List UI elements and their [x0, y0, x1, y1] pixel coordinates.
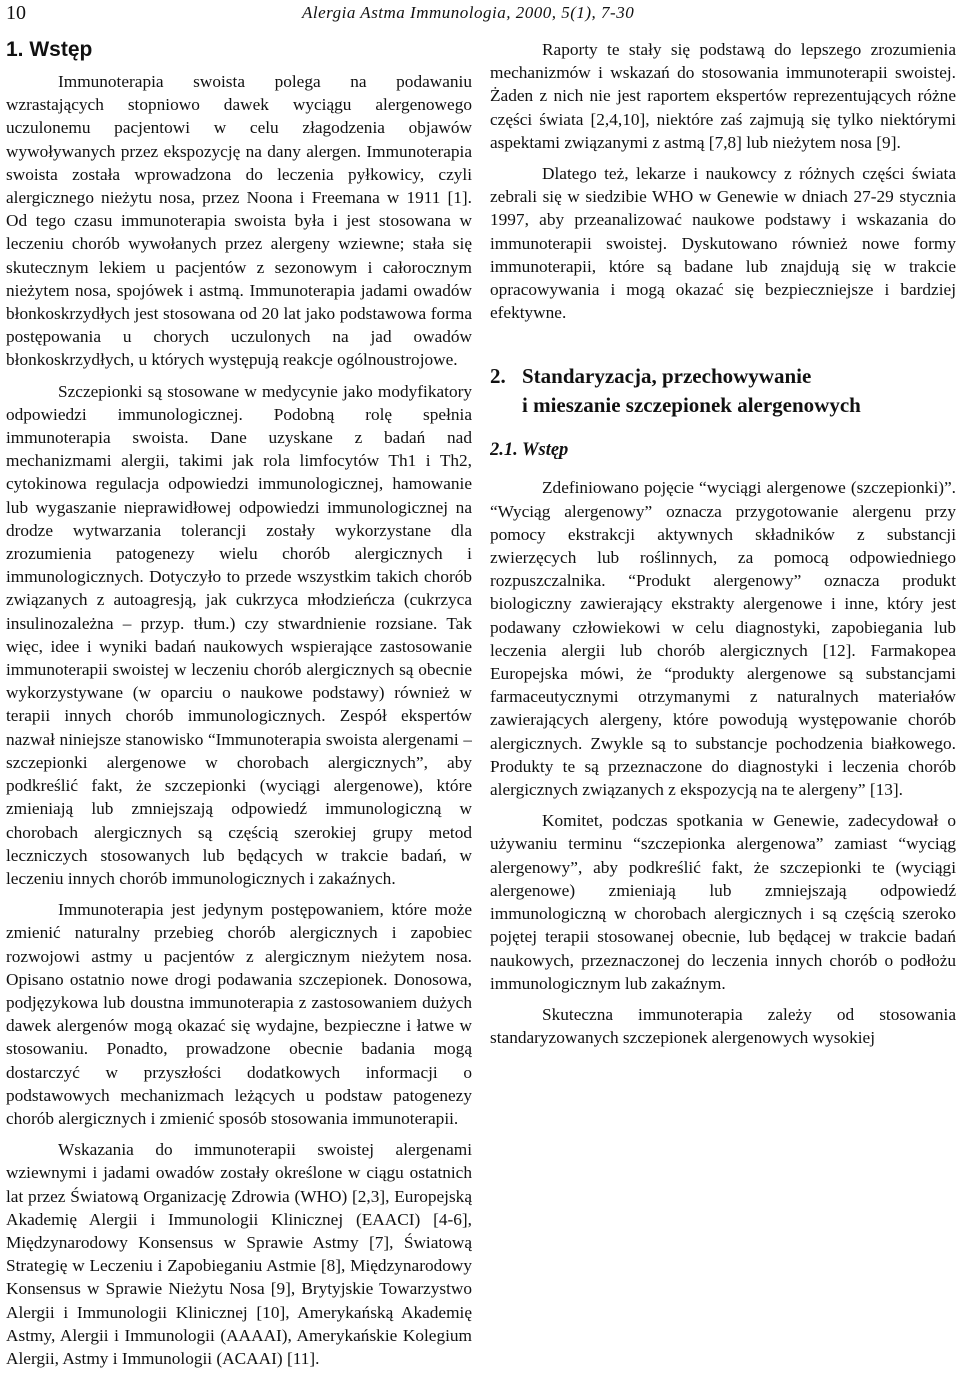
running-header	[0, 0, 960, 30]
paragraph: Immunoterapia swoista polega na podawaniu wzrastających stopniowo dawek wyciągu alergenowego uczulonemu pacjentowi w celu złagodzenia objawów wywoływanych przez ekspozycję na dany alergen. Immunoterapia swoista została wprowadzona do leczenia pyłkowicy, czyli alergicznego nieżytu nosa, przez Noona i Freemana w 1911 [1]. Od tego czasu immunoterapia swoista była i jest stosowana w leczeniu chorób wywołanych przez alergeny wziewne; stała się skutecznym lekiem u pacjentów z sezonowym i całorocznym nieżytem nosa, spojówek i astmą. Immunoterapia jadami owadów błonkoskrzydłych jest stosowana od 20 lat jako podstawowa forma postępowania u chorych uczulonych na jad owadów błonkoskrzydłych, u których występują reakcje ogólnoustrojowe.	[6, 72, 472, 370]
paragraph: Zdefiniowano pojęcie “wyciągi alergenowe (szczepionki)”. “Wyciąg alergenowy” oznacza przygotowanie alergenu przy pomocy ekstrakcji aktywnych składników z substancji zwierzęcych lub roślinnych, za pomocą odpowiedniego rozpuszczalnika. “Produkt alergenowy” oznacza produkt biologiczny zawierający ekstrakty alergenowe i inne, który jest podawany człowiekowi w celu diagnostyki, zapobiegania lub leczenia alergii lub chorób alergicznych [12]. Farmakopea Europejska mówi, że “produkty alergenowe są substancjami farmaceutycznymi otrzymanymi z naturalnych materiałów zawierających alergeny, które powodują występowanie chorób alergicznych. Zwykle są to substancje pochodzenia białkowego. Produkty te są przeznaczone do diagnostyki i leczenia chorób alergicznych związanych z ekspozycją na te alergeny” [13].	[490, 478, 956, 800]
section-2-title-line-1: Standaryzacja, przechowywanie	[522, 364, 812, 389]
paragraph: Szczepionki są stosowane w medycynie jako modyfikatory odpowiedzi immunologicznej. Podobną rolę spełnia immunoterapia swoista. Dane uzyskane z badań nad mechanizmami alergii, takimi jak rola limfocytów Th1 i Th2, cytokinowa regulacja odpowiedzi immunologicznej, hamowanie lub wygaszanie nieprawidłowej odpowiedzi immunologicznej na drodze wytwarzania tolerancji zostały wykorzystane dla zrozumienia patogenezy wielu chorób alergicznych i immunologicznych. Dotyczyło to przede wszystkim takich chorób związanych z autoagresją, jak cukrzyca młodzieńcza (cukrzyca insulinozależna – przyp. tłum.) czy stwardnienie rozsiane. Tak więc, idee i wyniki badań naukowych wspierające zastosowanie immunoterapii swoistej w leczeniu chorób alergicznych są obecnie wykorzystywane (w oparciu o naukowe podstawy) również w terapii innych chorób immunologicznych. Zespół ekspertów nazwał niniejsze stanowisko “Immunoterapia swoista alergenami – szczepionki alergenowe w chorobach alergicznych”, aby podkreślić fakt, że szczepionki (wyciągi alergenowe), które zmieniają lub zmniejszają odpowiedź immunologiczną w chorobach alergicznych są częścią szerokiej grupy metod leczniczych stosowanych lub będących w trakcie badań, w leczeniu innych chorób immunologicznych i zakaźnych.	[6, 381, 472, 888]
journal-citation: Alergia Astma Immunologia, 2000, 5(1), 7-30	[302, 3, 635, 22]
section-1-heading: 1. Wstęp	[6, 38, 93, 61]
section-2-number: 2.	[490, 364, 506, 389]
left-column	[6, 36, 472, 1370]
section-2-title-line-2: i mieszanie szczepionek alergenowych	[522, 393, 861, 418]
paragraph: Wskazania do immunoterapii swoistej alergenami wziewnymi i jadami owadów zostały określone w ciągu ostatnich lat przez Światową Organizację Zdrowia (WHO) [2,3], Europejską Akademię Alergii i Immunologii Klinicznej (EAACI) [4-6], Międzynarodowy Konsensus w Sprawie Astmy [7], Światową Strategię w Leczeniu i Zapobieganiu Astmie [8], Międzynarodowy Konsensus w Sprawie Nieżytu Nosa [9], Brytyjskie Towarzystwo Alergii i Immunologii Klinicznej [10], Amerykańską Akademię Astmy, Alergii i Immunologii (AAAAI), Amerykańskie Kolegium Alergii, Astmy i Immunologii (ACAAI) [11].	[6, 1140, 472, 1368]
right-column	[490, 38, 956, 1049]
paragraph: Raporty te stały się podstawą do lepszego zrozumienia mechanizmów i wskazań do stosowania immunoterapii swoistej. Żaden z nich nie jest raportem ekspertów reprezentujących różne części świata [2,4,10], niektóre zaś zajmują się tylko niektórymi aspektami związanymi z astmą [7,8] lub nieżytem nosa [9].	[490, 40, 956, 152]
page-number: 10	[6, 2, 26, 24]
paragraph: Skuteczna immunoterapia zależy od stosowania standaryzowanych szczepionek alergenowych wysokiej	[490, 1004, 956, 1048]
paragraph: Immunoterapia jest jedynym postępowaniem, które może zmienić naturalny przebieg chorób alergicznych i zapobiec rozwojowi astmy u pacjentów z alergicznym nieżytem nosa. Opisano ostatnio nowe drogi podawania szczepionek. Donosowa, podjęzykowa lub doustna immunoterapia z zastosowaniem dużych dawek alergenów mogą okazać się wydajne, bezpieczne i łatwe w stosowaniu. Ponadto, prowadzone obecnie badania mogą dostarczyć w przyszłości dodatkowych informacji o podstawowych mechanizmach leżących u podstaw patogenezy chorób alergicznych i zmienić sposób stosowania immunoterapii.	[6, 900, 472, 1128]
paragraph: Komitet, podczas spotkania w Genewie, zadecydował o używaniu terminu “szczepionka alergenowa” zamiast “wyciąg alergenowy”, aby podkreślić fakt, że szczepionki te (wyciągi alergenowe) zmieniają lub zmniejszają odpowiedź immunologiczną w chorobach alergicznych i są częścią szeroko pojętej terapii stosowanej obecnie, lub będącej w trakcie badań naukowych, przeznaczonej do leczenia innych chorób o podłożu immunologicznym lub zakaźnym.	[490, 811, 956, 993]
subsection-2-1-heading: 2.1. Wstęp	[490, 440, 569, 461]
paragraph: Dlatego też, lekarze i naukowcy z różnych części świata zebrali się w siedzibie WHO w Genewie w dniach 27-29 stycznia 1997, aby przeanalizować naukowe podstawy i wskazania do immunoterapii swoistej. Dyskutowano również nowe formy immunoterapii, które są badane lub znajdują się w trakcie opracowywania i mogą okazać się bezpieczniejsze i bardziej efektywne.	[490, 164, 956, 323]
section-2-heading	[490, 362, 956, 420]
